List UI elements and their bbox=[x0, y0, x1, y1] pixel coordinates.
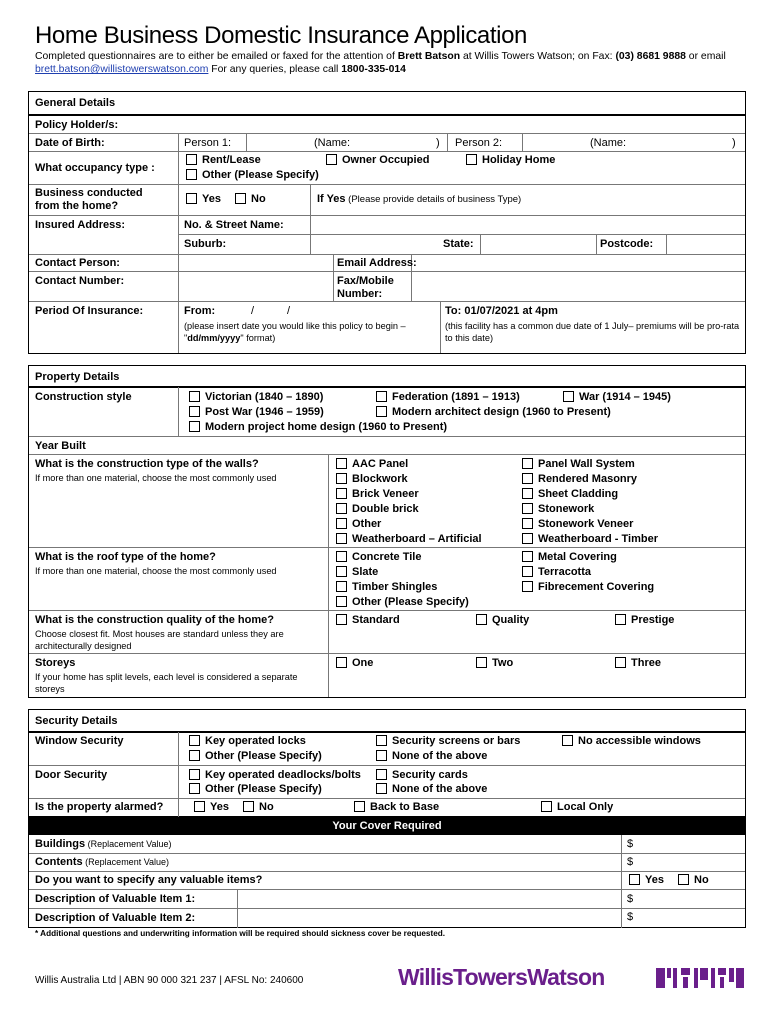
checkbox-icon bbox=[376, 406, 387, 417]
valuables-no-checkbox[interactable]: No bbox=[678, 874, 709, 886]
checkbox-icon bbox=[522, 458, 533, 469]
checkbox-icon bbox=[376, 750, 387, 761]
checkbox-icon bbox=[522, 518, 533, 529]
wall-sheet-cladding-checkbox[interactable]: Sheet Cladding bbox=[522, 488, 618, 500]
person2-name-label: (Name: bbox=[590, 137, 627, 149]
checkbox-icon bbox=[562, 735, 573, 746]
valuable-item1-label: Description of Valuable Item 1: bbox=[35, 893, 196, 905]
wall-weatherboard-timber-checkbox[interactable]: Weatherboard - Timber bbox=[522, 533, 658, 545]
quality-prestige-checkbox[interactable]: Prestige bbox=[615, 614, 674, 626]
wall-blockwork-checkbox[interactable]: Blockwork bbox=[336, 473, 408, 485]
storeys-question: Storeys bbox=[35, 657, 76, 669]
checkbox-icon bbox=[629, 874, 640, 885]
storeys-two-checkbox[interactable]: Two bbox=[476, 657, 513, 669]
occupancy-rent-checkbox[interactable]: Rent/Lease bbox=[186, 154, 261, 166]
email-link[interactable]: brett.batson@willistowerswatson.com bbox=[35, 64, 209, 75]
business-label: Business conducted from the home? bbox=[35, 187, 143, 212]
door-security-label: Door Security bbox=[35, 769, 108, 781]
alarmed-label: Is the property alarmed? bbox=[35, 801, 164, 813]
checkbox-icon bbox=[522, 488, 533, 499]
business-yes-checkbox[interactable]: Yes bbox=[186, 193, 221, 205]
contact-name: Brett Batson bbox=[397, 51, 461, 62]
roof-concrete-checkbox[interactable]: Concrete Tile bbox=[336, 551, 422, 563]
valuable-item2-label: Description of Valuable Item 2: bbox=[35, 912, 196, 924]
checkbox-icon bbox=[243, 801, 254, 812]
occupancy-other-checkbox[interactable]: Other (Please Specify) bbox=[186, 169, 319, 181]
walls-question: What is the construction type of the walls? bbox=[35, 458, 259, 470]
style-modern-project-checkbox[interactable]: Modern project home design (1960 to Present) bbox=[189, 421, 447, 433]
window-screens-checkbox[interactable]: Security screens or bars bbox=[376, 735, 520, 747]
checkbox-icon bbox=[194, 801, 205, 812]
alarm-back-to-base-checkbox[interactable]: Back to Base bbox=[354, 801, 439, 813]
door-other-checkbox[interactable]: Other (Please Specify) bbox=[189, 783, 322, 795]
checkbox-icon bbox=[189, 406, 200, 417]
roof-timber-checkbox[interactable]: Timber Shingles bbox=[336, 581, 437, 593]
roof-question: What is the roof type of the home? bbox=[35, 551, 216, 563]
checkbox-icon bbox=[336, 488, 347, 499]
checkbox-icon bbox=[376, 391, 387, 402]
wall-double-brick-checkbox[interactable]: Double brick bbox=[336, 503, 419, 515]
checkbox-icon bbox=[336, 566, 347, 577]
cover-required-header: Your Cover Required bbox=[28, 817, 746, 835]
checkbox-icon bbox=[522, 566, 533, 577]
checkbox-icon bbox=[336, 473, 347, 484]
alarm-yes-checkbox[interactable]: Yes bbox=[194, 801, 229, 813]
postcode-label: Postcode: bbox=[600, 238, 654, 250]
policy-holders-label: Policy Holder/s: bbox=[35, 119, 119, 131]
year-built-label: Year Built bbox=[35, 440, 86, 452]
style-war-checkbox[interactable]: War (1914 – 1945) bbox=[563, 391, 671, 403]
checkbox-icon bbox=[336, 596, 347, 607]
contact-number-label: Contact Number: bbox=[35, 275, 125, 287]
roof-fibrecement-checkbox[interactable]: Fibrecement Covering bbox=[522, 581, 654, 593]
checkbox-icon bbox=[522, 533, 533, 544]
contents-label: Contents (Replacement Value) bbox=[35, 856, 170, 868]
checkbox-icon bbox=[186, 169, 197, 180]
checkbox-icon bbox=[678, 874, 689, 885]
checkbox-icon bbox=[336, 581, 347, 592]
checkbox-icon bbox=[336, 551, 347, 562]
occupancy-label: What occupancy type : bbox=[35, 162, 155, 174]
buildings-dollar: $ bbox=[627, 838, 634, 850]
checkbox-icon bbox=[326, 154, 337, 165]
door-deadlocks-checkbox[interactable]: Key operated deadlocks/bolts bbox=[189, 769, 361, 781]
checkbox-icon bbox=[615, 614, 626, 625]
checkbox-icon bbox=[376, 735, 387, 746]
wall-stonework-checkbox[interactable]: Stonework bbox=[522, 503, 594, 515]
general-details-header: General Details bbox=[29, 92, 745, 116]
door-none-checkbox[interactable]: None of the above bbox=[376, 783, 487, 795]
fax-mobile-label: Fax/Mobile Number: bbox=[337, 275, 394, 300]
checkbox-icon bbox=[376, 769, 387, 780]
checkbox-icon bbox=[466, 154, 477, 165]
quality-question: What is the construction quality of the home? bbox=[35, 614, 274, 626]
checkbox-icon bbox=[615, 657, 626, 668]
property-details-header: Property Details bbox=[29, 366, 745, 388]
checkbox-icon bbox=[186, 154, 197, 165]
security-details-header: Security Details bbox=[29, 710, 745, 733]
style-federation-checkbox[interactable]: Federation (1891 – 1913) bbox=[376, 391, 520, 403]
checkbox-icon bbox=[541, 801, 552, 812]
storeys-one-checkbox[interactable]: One bbox=[336, 657, 373, 669]
wall-brick-veneer-checkbox[interactable]: Brick Veneer bbox=[336, 488, 419, 500]
construction-style-label: Construction style bbox=[35, 391, 132, 403]
footer-text: Willis Australia Ltd | ABN 90 000 321 237 | AFSL No: 240600 bbox=[35, 975, 304, 986]
checkbox-icon bbox=[235, 193, 246, 204]
style-modern-architect-checkbox[interactable]: Modern architect design (1960 to Present) bbox=[376, 406, 611, 418]
email-address-label: Email Address: bbox=[337, 257, 417, 269]
item1-dollar: $ bbox=[627, 893, 634, 905]
contents-dollar: $ bbox=[627, 856, 634, 868]
checkbox-icon bbox=[563, 391, 574, 402]
window-other-checkbox[interactable]: Other (Please Specify) bbox=[189, 750, 322, 762]
roof-other-checkbox[interactable]: Other (Please Specify) bbox=[336, 596, 469, 608]
storeys-note: If your home has split levels, each level is considered a separate storeys bbox=[35, 672, 298, 694]
suburb-label: Suburb: bbox=[184, 238, 227, 250]
from-label: From: bbox=[184, 305, 216, 317]
person1-name-label: (Name: bbox=[314, 137, 351, 149]
occupancy-holiday-checkbox[interactable]: Holiday Home bbox=[466, 154, 555, 166]
wtw-logo: WillisTowersWatson bbox=[398, 964, 605, 990]
wtw-logo-mark-icon bbox=[656, 966, 746, 990]
intro-text: Completed questionnaires are to either be emailed or faxed for the attention of Brett Batson at Willis Towers Watson; on Fax: (03) 8681 9888 or email brett.batson@willistowerswatson.com For any queries, please call 1800-335-014 bbox=[35, 51, 726, 75]
dob-label: Date of Birth: bbox=[35, 137, 105, 149]
checkbox-icon bbox=[189, 735, 200, 746]
item2-dollar: $ bbox=[627, 911, 634, 923]
quality-standard-checkbox[interactable]: Standard bbox=[336, 614, 400, 626]
checkbox-icon bbox=[476, 614, 487, 625]
to-label: To: 01/07/2021 at 4pm bbox=[445, 305, 558, 317]
checkbox-icon bbox=[336, 458, 347, 469]
quality-note: Choose closest fit. Most houses are standard unless they are architecturally designed bbox=[35, 629, 284, 651]
footnote: * Additional questions and underwriting information will be required should sickness cover be requested. bbox=[35, 929, 446, 938]
wall-aac-checkbox[interactable]: AAC Panel bbox=[336, 458, 408, 470]
storeys-three-checkbox[interactable]: Three bbox=[615, 657, 661, 669]
person2-label: Person 2: bbox=[455, 137, 503, 149]
business-no-checkbox[interactable]: No bbox=[235, 193, 266, 205]
wall-rendered-masonry-checkbox[interactable]: Rendered Masonry bbox=[522, 473, 637, 485]
checkbox-icon bbox=[336, 533, 347, 544]
roof-slate-checkbox[interactable]: Slate bbox=[336, 566, 378, 578]
checkbox-icon bbox=[336, 657, 347, 668]
roof-terracotta-checkbox[interactable]: Terracotta bbox=[522, 566, 591, 578]
alarm-no-checkbox[interactable]: No bbox=[243, 801, 274, 813]
wall-stonework-veneer-checkbox[interactable]: Stonework Veneer bbox=[522, 518, 633, 530]
quality-quality-checkbox[interactable]: Quality bbox=[476, 614, 529, 626]
wall-other-checkbox[interactable]: Other bbox=[336, 518, 381, 530]
checkbox-icon bbox=[522, 581, 533, 592]
checkbox-icon bbox=[189, 391, 200, 402]
checkbox-icon bbox=[376, 783, 387, 794]
checkbox-icon bbox=[336, 503, 347, 514]
window-none-checkbox[interactable]: None of the above bbox=[376, 750, 487, 762]
checkbox-icon bbox=[189, 750, 200, 761]
street-label: No. & Street Name: bbox=[184, 219, 284, 231]
window-none-accessible-checkbox[interactable]: No accessible windows bbox=[562, 735, 701, 747]
period-label: Period Of Insurance: bbox=[35, 305, 144, 317]
checkbox-icon bbox=[522, 503, 533, 514]
phone-number: 1800-335-014 bbox=[341, 64, 406, 75]
wall-panel-system-checkbox[interactable]: Panel Wall System bbox=[522, 458, 635, 470]
checkbox-icon bbox=[189, 769, 200, 780]
walls-note: If more than one material, choose the most commonly used bbox=[35, 473, 277, 483]
contact-person-label: Contact Person: bbox=[35, 257, 120, 269]
style-postwar-checkbox[interactable]: Post War (1946 – 1959) bbox=[189, 406, 324, 418]
from-note: (please insert date you would like this policy to begin – "dd/mm/yyyy" format) bbox=[184, 321, 406, 343]
checkbox-icon bbox=[522, 473, 533, 484]
valuables-question: Do you want to specify any valuable items? bbox=[35, 874, 263, 886]
checkbox-icon bbox=[189, 783, 200, 794]
occupancy-owner-checkbox[interactable]: Owner Occupied bbox=[326, 154, 429, 166]
roof-note: If more than one material, choose the most commonly used bbox=[35, 566, 277, 576]
style-victorian-checkbox[interactable]: Victorian (1840 – 1890) bbox=[189, 391, 323, 403]
to-note: (this facility has a common due date of 1 July– premiums will be pro-rata to this date) bbox=[445, 321, 740, 343]
page-title: Home Business Domestic Insurance Application bbox=[35, 22, 527, 49]
checkbox-icon bbox=[476, 657, 487, 668]
door-security-cards-checkbox[interactable]: Security cards bbox=[376, 769, 468, 781]
alarm-local-only-checkbox[interactable]: Local Only bbox=[541, 801, 613, 813]
checkbox-icon bbox=[336, 614, 347, 625]
checkbox-icon bbox=[189, 421, 200, 432]
window-key-locks-checkbox[interactable]: Key operated locks bbox=[189, 735, 306, 747]
buildings-label: Buildings (Replacement Value) bbox=[35, 838, 172, 850]
roof-metal-checkbox[interactable]: Metal Covering bbox=[522, 551, 617, 563]
checkbox-icon bbox=[186, 193, 197, 204]
state-label: State: bbox=[443, 238, 474, 250]
checkbox-icon bbox=[522, 551, 533, 562]
fax-number: (03) 8681 9888 bbox=[615, 51, 686, 62]
checkbox-icon bbox=[336, 518, 347, 529]
checkbox-icon bbox=[354, 801, 365, 812]
valuables-yes-checkbox[interactable]: Yes bbox=[629, 874, 664, 886]
wall-weatherboard-artificial-checkbox[interactable]: Weatherboard – Artificial bbox=[336, 533, 482, 545]
window-security-label: Window Security bbox=[35, 735, 124, 747]
person1-label: Person 1: bbox=[184, 137, 232, 149]
insured-address-label: Insured Address: bbox=[35, 219, 126, 231]
if-yes-label: If Yes (Please provide details of business Type) bbox=[317, 193, 522, 205]
